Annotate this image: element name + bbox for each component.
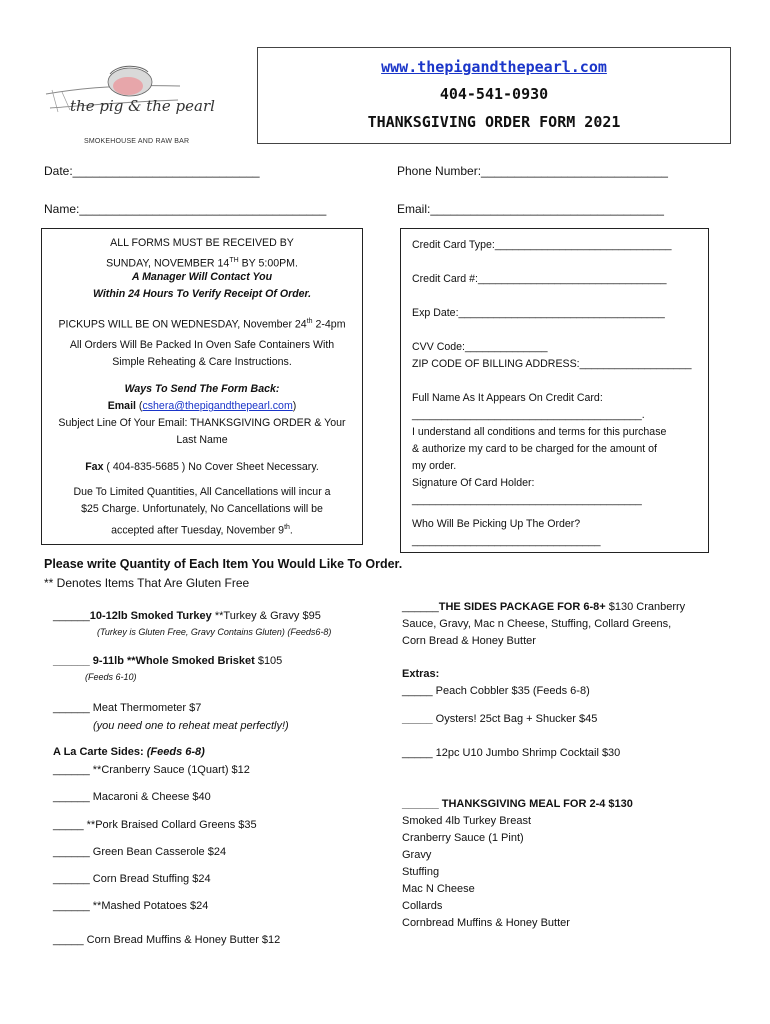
turkey-note: (Turkey is Gluten Free, Gravy Contains Gluten) (Feeds6-8) bbox=[97, 627, 332, 637]
phone-number: 404-541-0930 bbox=[439, 85, 549, 103]
collards-item[interactable]: _____ **Pork Braised Collard Greens $35 bbox=[53, 819, 257, 831]
cc-agree: I understand all conditions and terms for this purchase bbox=[412, 426, 667, 438]
cc-exp-field[interactable]: Exp Date:___________________________________ bbox=[412, 307, 665, 319]
meal-component: Gravy bbox=[402, 849, 432, 861]
meal-component: Cranberry Sauce (1 Pint) bbox=[402, 832, 524, 844]
gluten-note: ** Denotes Items That Are Gluten Free bbox=[44, 576, 250, 590]
info-deadline: ALL FORMS MUST BE RECEIVED BY bbox=[110, 237, 294, 249]
order-instructions: Please write Quantity of Each Item You Would Like To Order. bbox=[44, 557, 403, 571]
cc-agree-2: & authorize my card to be charged for the amount of bbox=[412, 443, 657, 455]
extras-label: Extras: bbox=[402, 668, 440, 680]
cc-pickup-label: Who Will Be Picking Up The Order? bbox=[412, 518, 581, 530]
oysters-item[interactable]: _____ Oysters! 25ct Bag + Shucker $45 bbox=[402, 713, 598, 725]
meal-component: Smoked 4lb Turkey Breast bbox=[402, 815, 532, 827]
sides-package-item[interactable]: ______THE SIDES PACKAGE FOR 6-8+ $130 Cranberry bbox=[402, 601, 686, 613]
thermometer-item[interactable]: ______ Meat Thermometer $7 bbox=[53, 702, 202, 714]
cranberry-item[interactable]: ______ **Cranberry Sauce (1Quart) $12 bbox=[53, 764, 250, 776]
shrimp-item[interactable]: _____ 12pc U10 Jumbo Shrimp Cocktail $30 bbox=[402, 747, 621, 759]
info-manager: A Manager Will Contact You bbox=[131, 271, 273, 283]
sides-label: A La Carte Sides: (Feeds 6-8) bbox=[53, 746, 205, 758]
meal-component: Cornbread Muffins & Honey Butter bbox=[402, 917, 570, 929]
logo bbox=[40, 60, 215, 150]
macaroni-item[interactable]: ______ Macaroni & Cheese $40 bbox=[53, 791, 211, 803]
stuffing-item[interactable]: ______ Corn Bread Stuffing $24 bbox=[53, 873, 211, 885]
sides-package-desc: Sauce, Gravy, Mac n Cheese, Stuffing, Collard Greens, bbox=[402, 618, 672, 630]
info-subject: Subject Line Of Your Email: THANKSGIVING ORDER & Your bbox=[58, 417, 346, 429]
form-title: THANKSGIVING ORDER FORM 2021 bbox=[367, 113, 621, 131]
cobbler-item[interactable]: _____ Peach Cobbler $35 (Feeds 6-8) bbox=[402, 685, 590, 697]
info-fax: Fax ( 404-835-5685 ) No Cover Sheet Necessary. bbox=[85, 461, 319, 473]
logo-text: the pig & the pearl bbox=[70, 97, 215, 115]
cc-zip-field[interactable]: ZIP CODE OF BILLING ADDRESS:___________________ bbox=[412, 358, 692, 370]
brisket-item[interactable]: ______ 9-11lb **Whole Smoked Brisket $105 bbox=[53, 655, 283, 667]
green-bean-item[interactable]: ______ Green Bean Casserole $24 bbox=[53, 846, 227, 858]
email-link[interactable]: cshera@thepigandthepearl.com bbox=[142, 400, 293, 412]
thanksgiving-meal-item[interactable]: ______ THANKSGIVING MEAL FOR 2-4 $130 bbox=[402, 798, 633, 810]
phone-field[interactable]: Phone Number:____________________________ bbox=[397, 164, 668, 178]
info-packed: All Orders Will Be Packed In Oven Safe Containers With bbox=[69, 339, 335, 351]
cc-cvv-field[interactable]: CVV Code:______________ bbox=[412, 341, 548, 353]
meal-component: Collards bbox=[402, 900, 443, 912]
cc-fullname-field[interactable]: _______________________________________. bbox=[412, 409, 645, 421]
info-ways: Ways To Send The Form Back: bbox=[124, 383, 280, 395]
website-link[interactable]: www.thepigandthepearl.com bbox=[381, 58, 607, 76]
cc-fullname-label: Full Name As It Appears On Credit Card: bbox=[412, 392, 603, 404]
info-cancel-3: accepted after Tuesday, November 9th. bbox=[111, 524, 293, 537]
meal-component: Stuffing bbox=[402, 866, 440, 878]
cc-number-field[interactable]: Credit Card #:________________________________ bbox=[412, 273, 667, 285]
info-verify: Within 24 Hours To Verify Receipt Of Order. bbox=[92, 288, 312, 300]
info-pickup: PICKUPS WILL BE ON WEDNESDAY, November 24th 2-4pm bbox=[58, 318, 346, 331]
turkey-item[interactable]: ______10-12lb Smoked Turkey **Turkey & Gravy $95 bbox=[53, 610, 321, 622]
info-packed-2: Simple Reheating & Care Instructions. bbox=[112, 356, 292, 368]
logo-subtitle: SMOKEHOUSE AND RAW BAR bbox=[84, 138, 190, 145]
info-email: Email (cshera@thepigandthepearl.com) bbox=[107, 400, 297, 412]
cc-signature-field[interactable]: _______________________________________ bbox=[412, 494, 642, 506]
sides-package-desc-2: Corn Bread & Honey Butter bbox=[402, 635, 536, 647]
cc-signature-label: Signature Of Card Holder: bbox=[412, 477, 535, 489]
cc-pickup-field[interactable]: ________________________________ bbox=[412, 535, 601, 547]
credit-card-box bbox=[400, 228, 709, 553]
date-field[interactable]: Date:____________________________ bbox=[44, 164, 260, 178]
header-box bbox=[257, 47, 731, 144]
info-cancel-2: $25 Charge. Unfortunately, No Cancellations will be bbox=[81, 503, 323, 515]
info-cancel: Due To Limited Quantities, All Cancellations will incur a bbox=[73, 486, 331, 498]
info-box bbox=[41, 228, 363, 545]
name-field[interactable]: Name:_____________________________________ bbox=[44, 202, 327, 216]
thermometer-note: (you need one to reheat meat perfectly!) bbox=[93, 720, 289, 732]
cc-agree-3: my order. bbox=[412, 460, 457, 472]
cc-type-field[interactable]: Credit Card Type:______________________________ bbox=[412, 239, 672, 251]
muffins-item[interactable]: _____ Corn Bread Muffins & Honey Butter $12 bbox=[53, 934, 281, 946]
meal-component: Mac N Cheese bbox=[402, 883, 475, 895]
email-field[interactable]: Email:___________________________________ bbox=[397, 202, 664, 216]
info-subject-2: Last Name bbox=[176, 434, 228, 446]
info-deadline-date: SUNDAY, NOVEMBER 14TH BY 5:00PM. bbox=[106, 257, 298, 270]
brisket-note: (Feeds 6-10) bbox=[85, 672, 137, 682]
potatoes-item[interactable]: ______ **Mashed Potatoes $24 bbox=[53, 900, 209, 912]
